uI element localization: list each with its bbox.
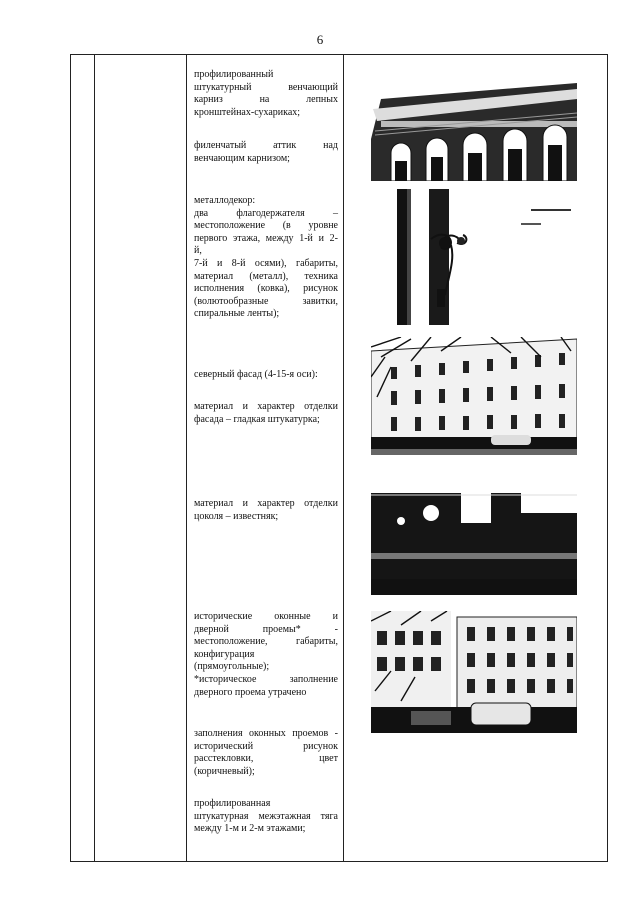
text-line: местоположение, габариты,: [194, 636, 338, 648]
text-line: между 1-м и 2-м этажами;: [194, 823, 306, 835]
text-line: *историческое заполнение: [194, 673, 338, 685]
text-line: два флагодержателя –: [194, 207, 338, 219]
window-fillings-item: [194, 728, 338, 778]
text-line: штукатурный венчающий: [194, 81, 338, 93]
description-table: [70, 54, 608, 862]
metal-decor-item: [194, 195, 338, 321]
text-line: северный фасад (4-15-я оси):: [194, 369, 318, 380]
text-line: дверной проемы* -: [194, 623, 338, 635]
windows-doors-photo: [371, 611, 577, 733]
text-line: спиральные ленты);: [194, 308, 280, 320]
text-line: металлодекор:: [194, 195, 256, 206]
flag-holder-photo: [371, 189, 577, 325]
belt-course-item: [194, 798, 338, 836]
text-line: фасада – гладкая штукатурка;: [194, 413, 320, 425]
text-line: расстекловки, цвет: [194, 753, 338, 765]
text-line: заполнения оконных проемов -: [194, 728, 338, 739]
text-line: местоположение (в уровне: [194, 220, 338, 232]
text-line: венчающим карнизом;: [194, 152, 290, 164]
text-line: исторический рисунок: [194, 740, 338, 752]
description-column: [194, 55, 338, 861]
text-line: (волютообразные завитки,: [194, 295, 338, 307]
text-line: 7-й и 8-й осями), габариты,: [194, 257, 338, 269]
column-divider: [343, 55, 344, 861]
north-facade-item: [194, 369, 338, 382]
text-line: исторические оконные и: [194, 611, 338, 622]
text-line: материал (металл), техника: [194, 270, 338, 282]
text-line: конфигурация: [194, 648, 255, 660]
text-line: й,: [194, 245, 202, 257]
page-number: 6: [316, 32, 324, 47]
openings-item: [194, 611, 338, 699]
text-line: цоколя – известняк;: [194, 510, 279, 522]
attic-item: [194, 140, 338, 165]
text-line: филенчатый аттик над: [194, 140, 338, 151]
column-divider: [94, 55, 95, 861]
plinth-photo: [371, 493, 577, 595]
text-line: исполнения (ковка), рисунок: [194, 283, 338, 295]
text-line: первого этажа, между 1-й и 2-: [194, 232, 338, 244]
text-line: (коричневый);: [194, 765, 255, 777]
text-line: карниз на лепных: [194, 94, 338, 106]
text-line: профилированная: [194, 798, 271, 809]
text-line: (прямоугольные);: [194, 661, 270, 673]
text-line: материал и характер отделки: [194, 401, 338, 412]
text-line: штукатурная межэтажная тяга: [194, 810, 338, 822]
cornice-arches-photo: [371, 69, 577, 181]
column-divider: [186, 55, 187, 861]
text-line: материал и характер отделки: [194, 498, 338, 509]
facade-finish-item: [194, 401, 338, 426]
north-facade-photo: [371, 337, 577, 455]
cornice-item: [194, 69, 338, 119]
text-line: дверного проема утрачено: [194, 686, 307, 698]
plinth-finish-item: [194, 498, 338, 523]
text-line: кронштейнах-сухариках;: [194, 106, 301, 118]
text-line: профилированный: [194, 69, 274, 80]
